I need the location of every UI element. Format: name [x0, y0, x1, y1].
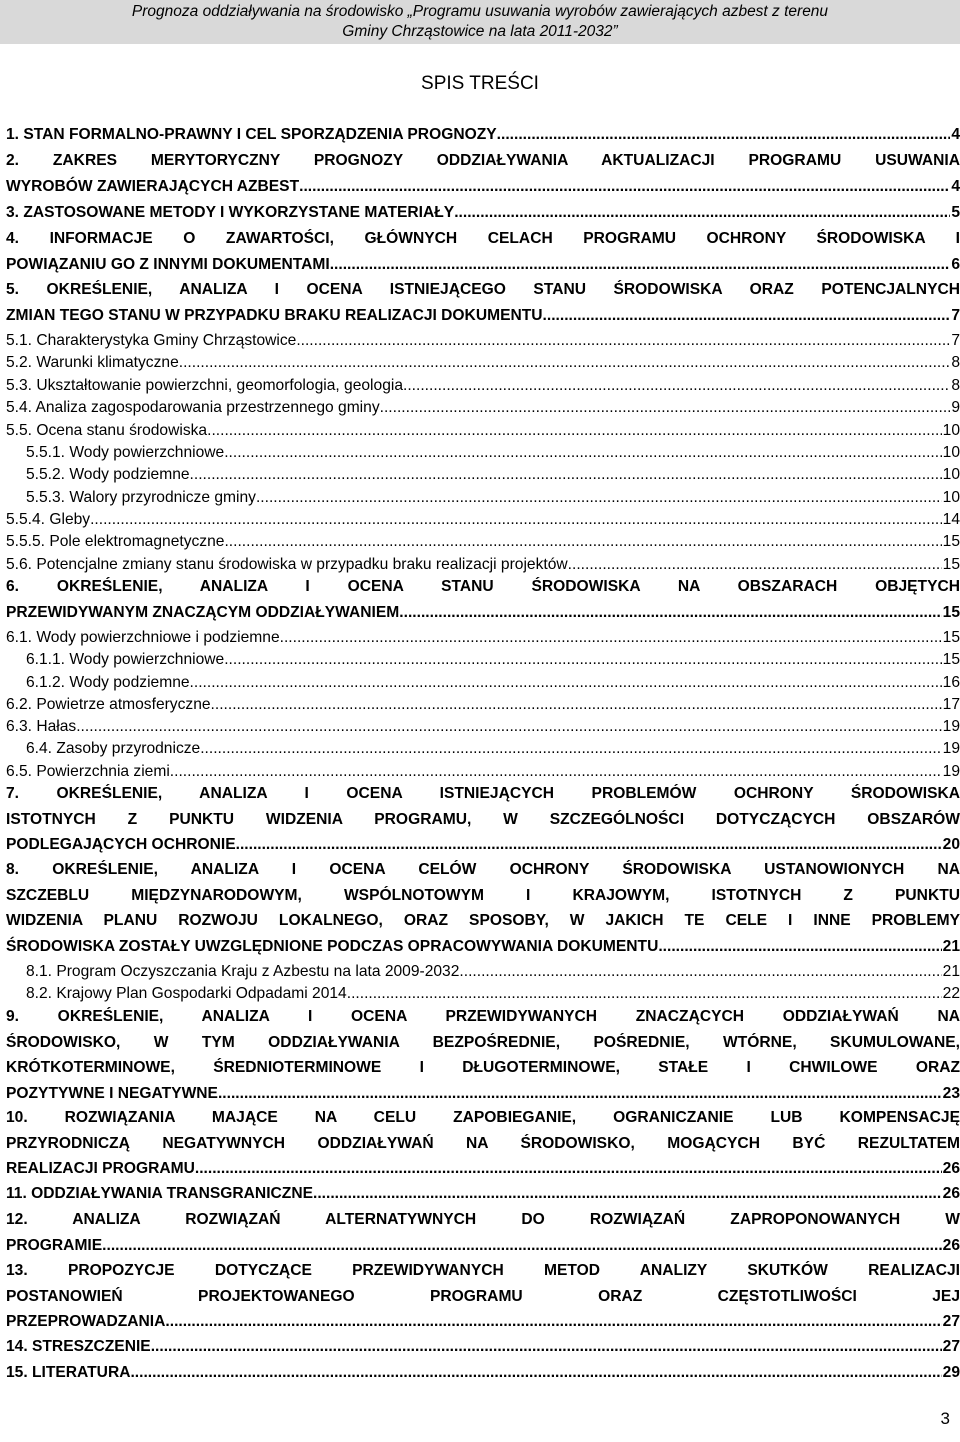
- toc-entry-text: 10. ROZWIĄZANIA MAJĄCE NA CELU ZAPOBIEGANIE, OGRANICZANIE LUB KOMPENSACJĘ: [6, 1109, 960, 1126]
- dot-leader: [211, 695, 942, 715]
- toc-page-number: 15: [942, 603, 960, 621]
- toc-page-number: 10: [942, 444, 960, 461]
- toc-page-number: 20: [942, 836, 960, 853]
- toc-entry-last-line: [6, 1084, 960, 1104]
- dot-leader: [76, 717, 941, 737]
- dot-leader: [497, 125, 951, 145]
- dot-leader: [313, 1184, 942, 1204]
- toc-entry-last-line: [26, 673, 960, 693]
- toc-page-number: 19: [942, 763, 960, 780]
- toc-entry-last-line: [6, 1184, 960, 1204]
- dot-leader: [568, 555, 942, 575]
- toc-entry-text: 1. STAN FORMALNO-PRAWNY I CEL SPORZĄDZENIA PROGNOZY: [6, 126, 497, 143]
- toc-entry-text: 15. LITERATURA: [6, 1364, 131, 1381]
- toc-entry-text: 6. OKREŚLENIE, ANALIZA I OCENA STANU ŚRODOWISKA NA OBSZARACH OBJĘTYCH: [6, 578, 960, 595]
- toc-entry-text: 5.5.4. Gleby: [6, 511, 91, 528]
- toc-entry-text: REALIZACJI PROGRAMU: [6, 1160, 195, 1177]
- toc-entry-text: 5.5. Ocena stanu środowiska: [6, 422, 208, 439]
- header-line-2: Gminy Chrząstowice na lata 2011-2032”: [342, 23, 618, 40]
- toc-entry-text: POSTANOWIEŃ PROJEKTOWANEGO PROGRAMU ORAZ CZĘSTOTLIWOŚCI JEJ: [6, 1287, 960, 1305]
- toc-entry-last-line: [6, 717, 960, 737]
- toc-entry-last-line: [26, 984, 960, 1004]
- toc-entry-text: 6.2. Powietrze atmosferyczne: [6, 696, 211, 713]
- toc-entry-text: SZCZEBLU MIĘDZYNARODOWYM, WSPÓLNOTOWYM I KRAJOWYM, ISTOTNYCH Z PUNKTU: [6, 886, 960, 904]
- toc-entry-text: WYROBÓW ZAWIERAJĄCYCH AZBEST: [6, 177, 300, 195]
- dot-leader: [454, 203, 950, 223]
- toc-entry-text: 2. ZAKRES MERYTORYCZNY PROGNOZY ODDZIAŁYWANIA AKTUALIZACJI PROGRAMU USUWANIA: [6, 152, 960, 169]
- toc-entry-last-line: [26, 465, 960, 485]
- dot-leader: [207, 421, 942, 441]
- toc-entry-text: 6.3. Hałas: [6, 718, 77, 735]
- toc-entry-text: 14. STRESZCZENIE: [6, 1338, 151, 1355]
- toc-entry-last-line: [6, 532, 960, 552]
- toc-entry-text: ISTOTNYCH Z PUNKTU WIDZENIA PROGRAMU, W SZCZEGÓLNOŚCI DOTYCZĄCYCH OBSZARÓW: [6, 810, 960, 828]
- dot-leader: [190, 673, 942, 693]
- toc-entry-text: 5.5.5. Pole elektromagnetyczne: [6, 533, 225, 550]
- toc-entry-last-line: [6, 628, 960, 648]
- dot-leader: [102, 1236, 941, 1256]
- dot-leader: [330, 255, 951, 275]
- toc-page-number: 17: [942, 696, 960, 713]
- toc-page-number: 27: [942, 1338, 960, 1355]
- toc-page-number: 9: [951, 399, 960, 416]
- toc-entry-text: 7. OKREŚLENIE, ANALIZA I OCENA ISTNIEJĄCYCH PROBLEMÓW OCHRONY ŚRODOWISKA: [6, 785, 960, 802]
- toc-entry-last-line: [6, 376, 960, 396]
- toc-page-number: 15: [942, 651, 960, 668]
- dot-leader: [299, 177, 950, 197]
- toc-entry-last-line: [6, 937, 960, 957]
- toc-page-number: 26: [942, 1236, 960, 1254]
- dot-leader: [658, 937, 941, 957]
- toc-entry-text: ŚRODOWISKO, W TYM ODDZIAŁYWANIA BEZPOŚREDNIE, POŚREDNIE, WTÓRNE, SKUMULOWANE,: [6, 1033, 960, 1051]
- toc-page-number: 19: [942, 718, 960, 735]
- dot-leader: [347, 984, 942, 1004]
- dot-leader: [179, 353, 951, 373]
- toc-page-number: 15: [942, 556, 960, 573]
- toc-page-number: 19: [942, 740, 960, 757]
- toc-entry-last-line: [6, 555, 960, 575]
- toc-entry-text: 12. ANALIZA ROZWIĄZAŃ ALTERNATYWNYCH DO ROZWIĄZAŃ ZAPROPONOWANYCH W: [6, 1211, 960, 1228]
- toc-entry-text: PODLEGAJĄCYCH OCHRONIE: [6, 836, 236, 853]
- dot-leader: [403, 376, 950, 396]
- dot-leader: [200, 739, 941, 759]
- toc-entry-last-line: [26, 739, 960, 759]
- toc-page-number: 4: [951, 126, 960, 143]
- dot-leader: [543, 306, 951, 326]
- dot-leader: [399, 603, 941, 623]
- toc-page-number: 10: [942, 422, 960, 439]
- toc-entry-last-line: [6, 1337, 960, 1357]
- toc-entry-last-line: [6, 353, 960, 373]
- toc-page-number: 10: [942, 489, 960, 506]
- dot-leader: [195, 1159, 942, 1179]
- toc-entry-text: 6.5. Powierzchnia ziemi.: [6, 763, 175, 780]
- toc-entry-last-line: [6, 421, 960, 441]
- toc-page-number: 29: [942, 1364, 960, 1381]
- toc-entry-last-line: [6, 177, 960, 197]
- toc-entry-text: 8. OKREŚLENIE, ANALIZA I OCENA CELÓW OCHRONY ŚRODOWISKA USTANOWIONYCH NA: [6, 861, 960, 878]
- toc-entry-last-line: [6, 203, 960, 223]
- toc-entry-text: 6.4. Zasoby przyrodnicze: [26, 740, 201, 757]
- toc-entry-text: 5.5.1. Wody powierzchniowe: [26, 444, 225, 461]
- toc-entry-text: ZMIAN TEGO STANU W PRZYPADKU BRAKU REALIZACJI DOKUMENTU: [6, 306, 543, 324]
- toc-page-number: 21: [942, 937, 960, 955]
- toc-entry-text: 13. PROPOZYCJE DOTYCZĄCE PRZEWIDYWANYCH METOD ANALIZY SKUTKÓW REALIZACJI: [6, 1262, 960, 1279]
- toc-entry-last-line: [6, 1159, 960, 1179]
- toc-page-number: 4: [951, 177, 960, 195]
- page-title: SPIS TREŚCI: [421, 73, 539, 94]
- toc-entry-last-line: [26, 962, 960, 982]
- toc-page-number: 22: [942, 985, 960, 1002]
- document-header: [0, 0, 960, 44]
- toc-entry-text: 6.1. Wody powierzchniowe i podziemne: [6, 629, 280, 646]
- toc-page-number: 15: [942, 533, 960, 550]
- toc-entry-last-line: [26, 650, 960, 670]
- dot-leader: [296, 331, 950, 351]
- toc-entry-last-line: [6, 255, 960, 275]
- toc-entry-text: 6.1.1. Wody powierzchniowe: [26, 651, 225, 668]
- toc-entry-text: PRZEWIDYWANYM ZNACZĄCYM ODDZIAŁYWANIEM: [6, 603, 400, 621]
- toc-page-number: 8: [951, 354, 960, 371]
- toc-entry-last-line: [6, 398, 960, 418]
- toc-entry-text: PRZYRODNICZĄ NEGATYWNYCH ODDZIAŁYWAŃ NA ŚRODOWISKO, MOGĄCYCH BYĆ REZULTATEM: [6, 1134, 960, 1152]
- toc-entry-last-line: [26, 488, 960, 508]
- toc-entry-last-line: [6, 1363, 960, 1383]
- toc-entry-text: 5.3. Ukształtowanie powierzchni, geomorfologia, geologia: [6, 377, 404, 394]
- dot-leader: [224, 443, 941, 463]
- toc-entry-text: 8.2. Krajowy Plan Gospodarki Odpadami 2014: [26, 985, 347, 1002]
- dot-leader: [380, 398, 951, 418]
- toc-entry-last-line: [6, 331, 960, 351]
- toc-page-number: 26: [942, 1160, 960, 1177]
- toc-entry-last-line: [6, 762, 960, 782]
- toc-page-number: 23: [942, 1084, 960, 1102]
- toc-page-number: 14: [942, 511, 960, 528]
- toc-entry-last-line: [6, 603, 960, 623]
- dot-leader: [280, 628, 942, 648]
- toc-entry-text: KRÓTKOTERMINOWE, ŚREDNIOTERMINOWE I DŁUGOTERMINOWE, STAŁE I CHWILOWE ORAZ: [6, 1059, 960, 1076]
- dot-leader: [256, 488, 942, 508]
- toc-entry-text: WIDZENIA PLANU ROZWOJU LOKALNEGO, ORAZ SPOSOBY, W JAKICH TE CELE I INNE PROBLEMY: [6, 912, 960, 929]
- toc-entry-text: 5.6. Potencjalne zmiany stanu środowiska w przypadku braku realizacji projektów: [6, 556, 568, 573]
- toc-page-number: 16: [942, 674, 960, 691]
- dot-leader: [459, 962, 941, 982]
- toc-entry-text: 9. OKREŚLENIE, ANALIZA I OCENA PRZEWIDYWANYCH ZNACZĄCYCH ODDZIAŁYWAŃ NA: [6, 1008, 960, 1025]
- toc-entry-last-line: [6, 695, 960, 715]
- toc-page-number: 7: [951, 332, 960, 349]
- dot-leader: [236, 835, 942, 855]
- toc-entry-text: 6.1.2. Wody podziemne: [26, 674, 190, 691]
- toc-entry-last-line: [6, 510, 960, 530]
- toc-entry-last-line: [26, 443, 960, 463]
- toc-page-number: 6: [951, 255, 960, 273]
- dot-leader: [90, 510, 942, 530]
- page-number: 3: [940, 1409, 950, 1428]
- toc-entry-text: POWIĄZANIU GO Z INNYMI DOKUMENTAMI: [6, 255, 330, 273]
- dot-leader: [224, 650, 941, 670]
- dot-leader: [174, 762, 942, 782]
- toc-page-number: 15: [942, 629, 960, 646]
- toc-entry-text: PROGRAMIE: [6, 1236, 103, 1254]
- toc-entry-text: 5. OKREŚLENIE, ANALIZA I OCENA ISTNIEJĄCEGO STANU ŚRODOWISKA ORAZ POTENCJALNYCH: [6, 281, 960, 298]
- toc-entry-last-line: [6, 1312, 960, 1332]
- header-line-1: Prognoza oddziaływania na środowisko „Programu usuwania wyrobów zawierających azbest z terenu: [131, 3, 829, 20]
- toc-entry-text: 5.5.3. Walory przyrodnicze gminy: [26, 489, 256, 506]
- toc-entry-text: PRZEPROWADZANIA: [6, 1313, 166, 1330]
- toc-page-number: 8: [951, 377, 960, 394]
- dot-leader: [224, 532, 941, 552]
- toc-entry-last-line: [6, 1236, 960, 1256]
- toc-page-number: 10: [942, 466, 960, 483]
- toc-page-number: 27: [942, 1313, 960, 1330]
- toc-page-number: 26: [942, 1185, 960, 1202]
- toc-entry-text: 5.4. Analiza zagospodarowania przestrzennego gminy: [6, 399, 380, 416]
- toc-entry-text: 3. ZASTOSOWANE METODY I WYKORZYSTANE MATERIAŁY: [6, 204, 455, 221]
- toc-page-number: 21: [942, 963, 960, 980]
- dot-leader: [218, 1084, 942, 1104]
- toc-page-number: 5: [951, 204, 960, 221]
- dot-leader: [190, 465, 942, 485]
- toc-entry-last-line: [6, 125, 960, 145]
- toc-entry-text: 5.5.2. Wody podziemne: [26, 466, 190, 483]
- toc-entry-text: POZYTYWNE I NEGATYWNE: [6, 1084, 218, 1102]
- toc-entry-text: ŚRODOWISKA ZOSTAŁY UWZGLĘDNIONE PODCZAS OPRACOWYWANIA DOKUMENTU: [6, 937, 659, 955]
- toc-entry-last-line: [6, 306, 960, 326]
- toc-entry-text: 8.1. Program Oczyszczania Kraju z Azbestu na lata 2009-2032: [26, 963, 460, 980]
- toc-page-number: 7: [951, 306, 960, 324]
- toc-entry-text: 4. INFORMACJE O ZAWARTOŚCI, GŁÓWNYCH CELACH PROGRAMU OCHRONY ŚRODOWISKA I: [6, 230, 960, 247]
- toc-entry-text: 5.1. Charakterystyka Gminy Chrząstowice: [6, 332, 297, 349]
- dot-leader: [165, 1312, 941, 1332]
- toc-entry-last-line: [6, 835, 960, 855]
- dot-leader: [130, 1363, 941, 1383]
- toc-entry-text: 5.2. Warunki klimatyczne: [6, 354, 179, 371]
- toc-entry-text: 11. ODDZIAŁYWANIA TRANSGRANICZNE: [6, 1185, 313, 1202]
- dot-leader: [151, 1337, 942, 1357]
